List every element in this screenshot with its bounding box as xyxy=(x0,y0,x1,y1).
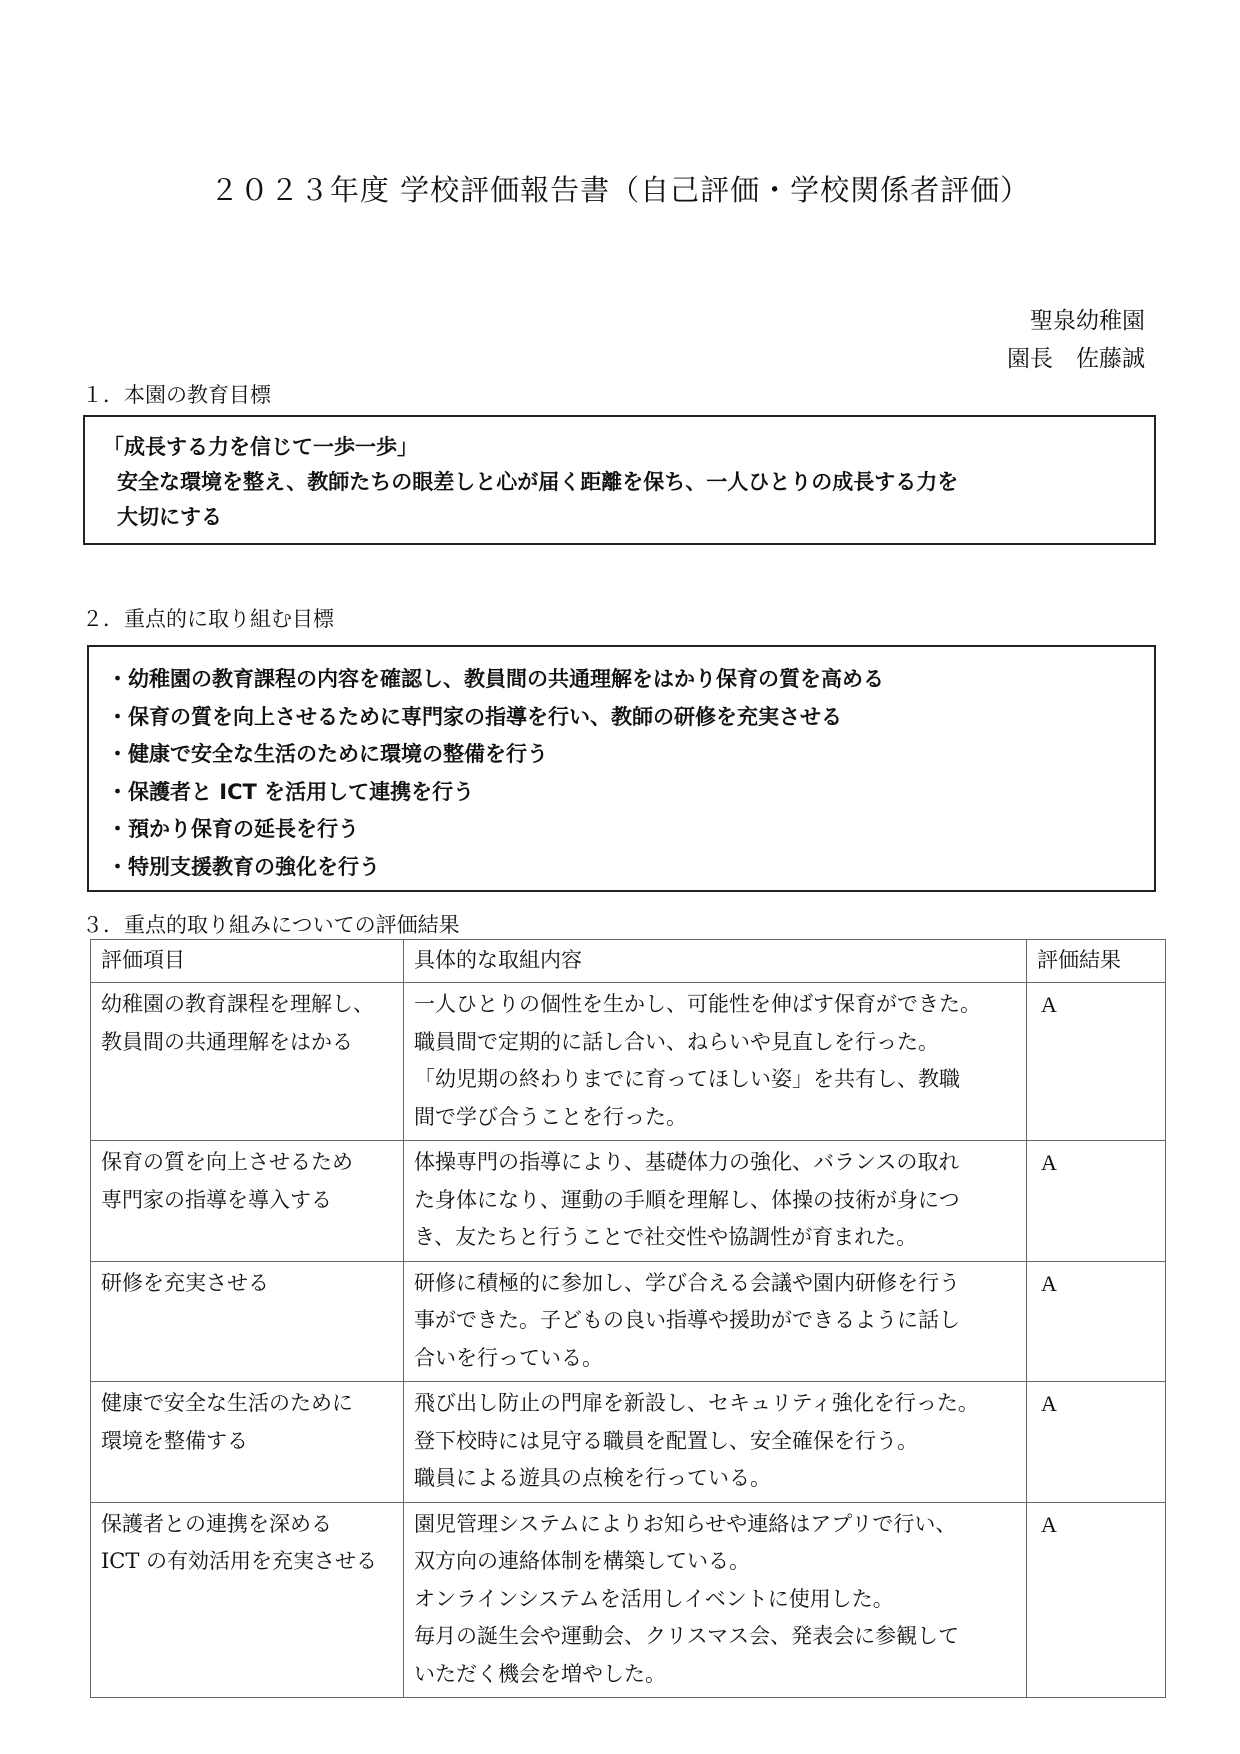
table-row xyxy=(91,1502,1166,1698)
cell-line: 研修を充実させる xyxy=(101,1270,269,1295)
cell-line: 保育の質を向上させるため xyxy=(101,1150,353,1174)
cell-line: 健康で安全な生活のために xyxy=(101,1391,353,1415)
table-header-row xyxy=(91,940,1166,983)
column-header: 具体的な取組内容 xyxy=(404,940,1027,983)
priority-goals-box xyxy=(87,645,1156,892)
school-name: 聖泉幼稚園 xyxy=(1030,308,1145,334)
table-row xyxy=(91,983,1166,1141)
document-title: ２０２３年度 学校評価報告書（自己評価・学校関係者評価） xyxy=(209,173,1031,207)
evaluation-item-cell xyxy=(91,1382,404,1503)
evaluation-result-cell: A xyxy=(1027,1141,1166,1262)
table-row xyxy=(91,1382,1166,1503)
evaluation-item-cell xyxy=(91,1502,404,1698)
principal-name: 園長 佐藤誠 xyxy=(1007,346,1145,372)
evaluation-table xyxy=(90,939,1166,1698)
section-3-heading: ３．重点的取り組みについての評価結果 xyxy=(82,913,460,937)
cell-line: 園児管理システムによりお知らせや連絡はアプリで行い、 xyxy=(414,1511,957,1536)
column-header: 評価結果 xyxy=(1027,940,1166,983)
cell-line: 体操専門の指導により、基礎体力の強化、バランスの取れ xyxy=(414,1150,960,1174)
cell-line: 登下校時には見守る職員を配置し、安全確保を行う。 xyxy=(414,1428,918,1453)
cell-line: 研修に積極的に参加し、学び合える会議や園内研修を行う xyxy=(414,1270,960,1295)
education-goal-line: 大切にする xyxy=(117,505,222,529)
education-goal-slogan: 「成長する力を信じて一歩一歩」 xyxy=(103,435,418,459)
evaluation-content-cell xyxy=(404,1382,1027,1503)
priority-goal-item: ・預かり保育の延長を行う xyxy=(107,817,359,841)
cell-line: 毎月の誕生会や運動会、クリスマス会、発表会に参観して xyxy=(414,1624,960,1648)
cell-line: き、友たちと行うことで社交性や協調性が育まれた。 xyxy=(414,1225,918,1249)
cell-line: 合いを行っている。 xyxy=(414,1345,603,1370)
cell-line: ICT の有効活用を充実させる xyxy=(101,1549,378,1573)
priority-goal-item: ・特別支援教育の強化を行う xyxy=(107,854,380,879)
education-goal-line: 安全な環境を整え、教師たちの眼差しと心が届く距離を保ち、一人ひとりの成長する力を xyxy=(117,470,959,494)
cell-line: 事ができた。子どもの良い指導や援助ができるように話し xyxy=(414,1308,960,1332)
evaluation-content-cell xyxy=(404,1502,1027,1698)
priority-goal-item: ・保育の質を向上させるために専門家の指導を行い、教師の研修を充実させる xyxy=(107,704,842,729)
cell-line: 間で学び合うことを行った。 xyxy=(414,1104,687,1129)
cell-line: 幼稚園の教育課程を理解し、 xyxy=(101,992,374,1016)
cell-line: 双方向の連絡体制を構築している。 xyxy=(414,1549,750,1573)
evaluation-result-cell: A xyxy=(1027,983,1166,1141)
section-2-heading: ２．重点的に取り組む目標 xyxy=(82,607,334,631)
table-row xyxy=(91,1261,1166,1382)
evaluation-item-cell xyxy=(91,983,404,1141)
evaluation-result-cell: A xyxy=(1027,1502,1166,1698)
evaluation-content-cell xyxy=(404,1141,1027,1262)
cell-line: 保護者との連携を深める xyxy=(101,1511,332,1536)
priority-goal-item: ・健康で安全な生活のために環境の整備を行う xyxy=(107,742,548,766)
cell-line: 職員による遊具の点検を行っている。 xyxy=(414,1466,771,1490)
cell-line: 飛び出し防止の門扉を新設し、セキュリティ強化を行った。 xyxy=(414,1391,979,1415)
education-goal-box xyxy=(83,415,1156,545)
evaluation-content-cell xyxy=(404,983,1027,1141)
cell-line: いただく機会を増やした。 xyxy=(414,1661,666,1686)
cell-line: オンラインシステムを活用しイベントに使用した。 xyxy=(414,1586,894,1611)
cell-line: 職員間で定期的に話し合い、ねらいや見直しを行った。 xyxy=(414,1029,939,1054)
organization-block xyxy=(1007,302,1145,378)
cell-line: 「幼児期の終わりまでに育ってほしい姿」を共有し、教職 xyxy=(414,1067,960,1091)
cell-line: た身体になり、運動の手順を理解し、体操の技術が身につ xyxy=(414,1187,960,1212)
evaluation-item-cell xyxy=(91,1261,404,1382)
column-header: 評価項目 xyxy=(91,940,404,983)
section-1-heading: １．本園の教育目標 xyxy=(82,383,271,407)
priority-goal-item: ・幼稚園の教育課程の内容を確認し、教員間の共通理解をはかり保育の質を高める xyxy=(107,667,884,691)
evaluation-result-cell: A xyxy=(1027,1261,1166,1382)
table-row xyxy=(91,1141,1166,1262)
cell-line: 教員間の共通理解をはかる xyxy=(101,1029,353,1054)
evaluation-result-cell: A xyxy=(1027,1382,1166,1503)
cell-line: 一人ひとりの個性を生かし、可能性を伸ばす保育ができた。 xyxy=(414,992,981,1016)
cell-line: 専門家の指導を導入する xyxy=(101,1187,332,1212)
priority-goal-item: ・保護者と ICT を活用して連携を行う xyxy=(107,779,475,804)
evaluation-content-cell xyxy=(404,1261,1027,1382)
cell-line: 環境を整備する xyxy=(101,1428,248,1453)
evaluation-item-cell xyxy=(91,1141,404,1262)
